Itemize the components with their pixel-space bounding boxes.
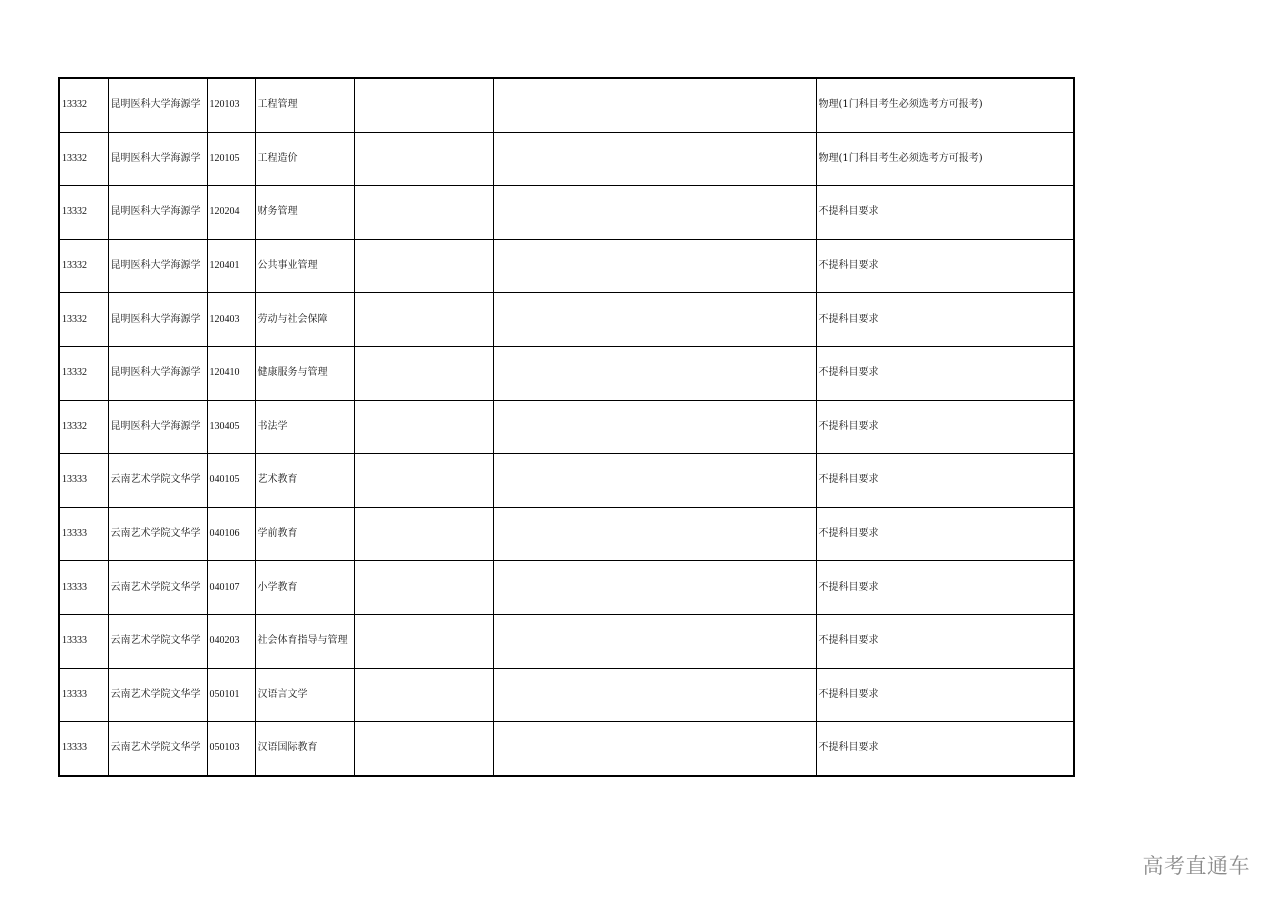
school-name-cell: 云南艺术学院文华学: [108, 561, 207, 615]
school-name-cell: 云南艺术学院文华学: [108, 507, 207, 561]
table-row: [59, 239, 1074, 293]
subject-requirement-cell: 不提科目要求: [816, 668, 1074, 722]
subject-requirement-cell: 物理(1门科目考生必须选考方可报考): [816, 78, 1074, 132]
table-body: [59, 78, 1074, 776]
major-code-cell: 120403: [207, 293, 255, 347]
table-row: [59, 132, 1074, 186]
school-name-cell: 昆明医科大学海源学: [108, 346, 207, 400]
school-name-cell: 昆明医科大学海源学: [108, 239, 207, 293]
empty-cell: [354, 561, 493, 615]
major-code-cell: 120105: [207, 132, 255, 186]
major-name-cell: 艺术教育: [255, 454, 354, 508]
subject-requirement-cell: 不提科目要求: [816, 454, 1074, 508]
empty-cell: [354, 186, 493, 240]
subject-requirement-cell: 不提科目要求: [816, 239, 1074, 293]
subject-requirement-cell: 不提科目要求: [816, 293, 1074, 347]
school-name-cell: 云南艺术学院文华学: [108, 614, 207, 668]
school-code-cell: 13332: [59, 400, 108, 454]
school-code-cell: 13332: [59, 78, 108, 132]
school-name-cell: 昆明医科大学海源学: [108, 293, 207, 347]
table-row: [59, 561, 1074, 615]
empty-cell: [493, 346, 816, 400]
school-name-cell: 昆明医科大学海源学: [108, 186, 207, 240]
school-code-cell: 13332: [59, 132, 108, 186]
subject-requirement-cell: 不提科目要求: [816, 722, 1074, 776]
empty-cell: [354, 132, 493, 186]
empty-cell: [493, 722, 816, 776]
major-code-cell: 040105: [207, 454, 255, 508]
table-row: [59, 722, 1074, 776]
school-code-cell: 13333: [59, 614, 108, 668]
major-code-cell: 040106: [207, 507, 255, 561]
major-name-cell: 工程造价: [255, 132, 354, 186]
major-name-cell: 汉语言文学: [255, 668, 354, 722]
empty-cell: [354, 614, 493, 668]
subject-requirements-table: [58, 77, 1075, 777]
empty-cell: [354, 507, 493, 561]
subject-requirement-cell: 不提科目要求: [816, 400, 1074, 454]
empty-cell: [493, 507, 816, 561]
major-code-cell: 130405: [207, 400, 255, 454]
school-code-cell: 13333: [59, 722, 108, 776]
subject-requirement-cell: 物理(1门科目考生必须选考方可报考): [816, 132, 1074, 186]
subject-requirement-cell: 不提科目要求: [816, 507, 1074, 561]
empty-cell: [493, 78, 816, 132]
major-name-cell: 健康服务与管理: [255, 346, 354, 400]
table-row: [59, 346, 1074, 400]
school-name-cell: 云南艺术学院文华学: [108, 668, 207, 722]
empty-cell: [354, 346, 493, 400]
major-name-cell: 小学教育: [255, 561, 354, 615]
school-code-cell: 13332: [59, 346, 108, 400]
school-name-cell: 昆明医科大学海源学: [108, 132, 207, 186]
table-row: [59, 668, 1074, 722]
subject-requirement-cell: 不提科目要求: [816, 561, 1074, 615]
table-row: [59, 293, 1074, 347]
watermark: 高考直通车: [1142, 854, 1250, 878]
major-code-cell: 050101: [207, 668, 255, 722]
major-code-cell: 120410: [207, 346, 255, 400]
school-code-cell: 13333: [59, 561, 108, 615]
subject-requirement-cell: 不提科目要求: [816, 346, 1074, 400]
school-name-cell: 昆明医科大学海源学: [108, 400, 207, 454]
major-code-cell: 120204: [207, 186, 255, 240]
major-name-cell: 公共事业管理: [255, 239, 354, 293]
empty-cell: [354, 722, 493, 776]
empty-cell: [354, 668, 493, 722]
table-row: [59, 614, 1074, 668]
major-name-cell: 书法学: [255, 400, 354, 454]
empty-cell: [354, 239, 493, 293]
table-row: [59, 400, 1074, 454]
school-code-cell: 13332: [59, 293, 108, 347]
empty-cell: [354, 400, 493, 454]
subject-requirement-cell: 不提科目要求: [816, 614, 1074, 668]
school-name-cell: 云南艺术学院文华学: [108, 454, 207, 508]
major-code-cell: 120401: [207, 239, 255, 293]
major-name-cell: 社会体育指导与管理: [255, 614, 354, 668]
school-code-cell: 13332: [59, 186, 108, 240]
empty-cell: [493, 186, 816, 240]
major-name-cell: 财务管理: [255, 186, 354, 240]
major-code-cell: 040203: [207, 614, 255, 668]
empty-cell: [493, 614, 816, 668]
major-name-cell: 劳动与社会保障: [255, 293, 354, 347]
major-code-cell: 120103: [207, 78, 255, 132]
school-code-cell: 13332: [59, 239, 108, 293]
empty-cell: [493, 293, 816, 347]
major-code-cell: 040107: [207, 561, 255, 615]
school-code-cell: 13333: [59, 507, 108, 561]
empty-cell: [493, 668, 816, 722]
empty-cell: [493, 561, 816, 615]
empty-cell: [493, 400, 816, 454]
empty-cell: [493, 132, 816, 186]
table-row: [59, 186, 1074, 240]
school-name-cell: 昆明医科大学海源学: [108, 78, 207, 132]
table-row: [59, 454, 1074, 508]
empty-cell: [354, 454, 493, 508]
major-code-cell: 050103: [207, 722, 255, 776]
school-name-cell: 云南艺术学院文华学: [108, 722, 207, 776]
empty-cell: [354, 78, 493, 132]
empty-cell: [493, 239, 816, 293]
table-row: [59, 78, 1074, 132]
major-name-cell: 工程管理: [255, 78, 354, 132]
empty-cell: [354, 293, 493, 347]
empty-cell: [493, 454, 816, 508]
subject-requirement-cell: 不提科目要求: [816, 186, 1074, 240]
school-code-cell: 13333: [59, 454, 108, 508]
table-row: [59, 507, 1074, 561]
school-code-cell: 13333: [59, 668, 108, 722]
major-name-cell: 学前教育: [255, 507, 354, 561]
major-name-cell: 汉语国际教育: [255, 722, 354, 776]
